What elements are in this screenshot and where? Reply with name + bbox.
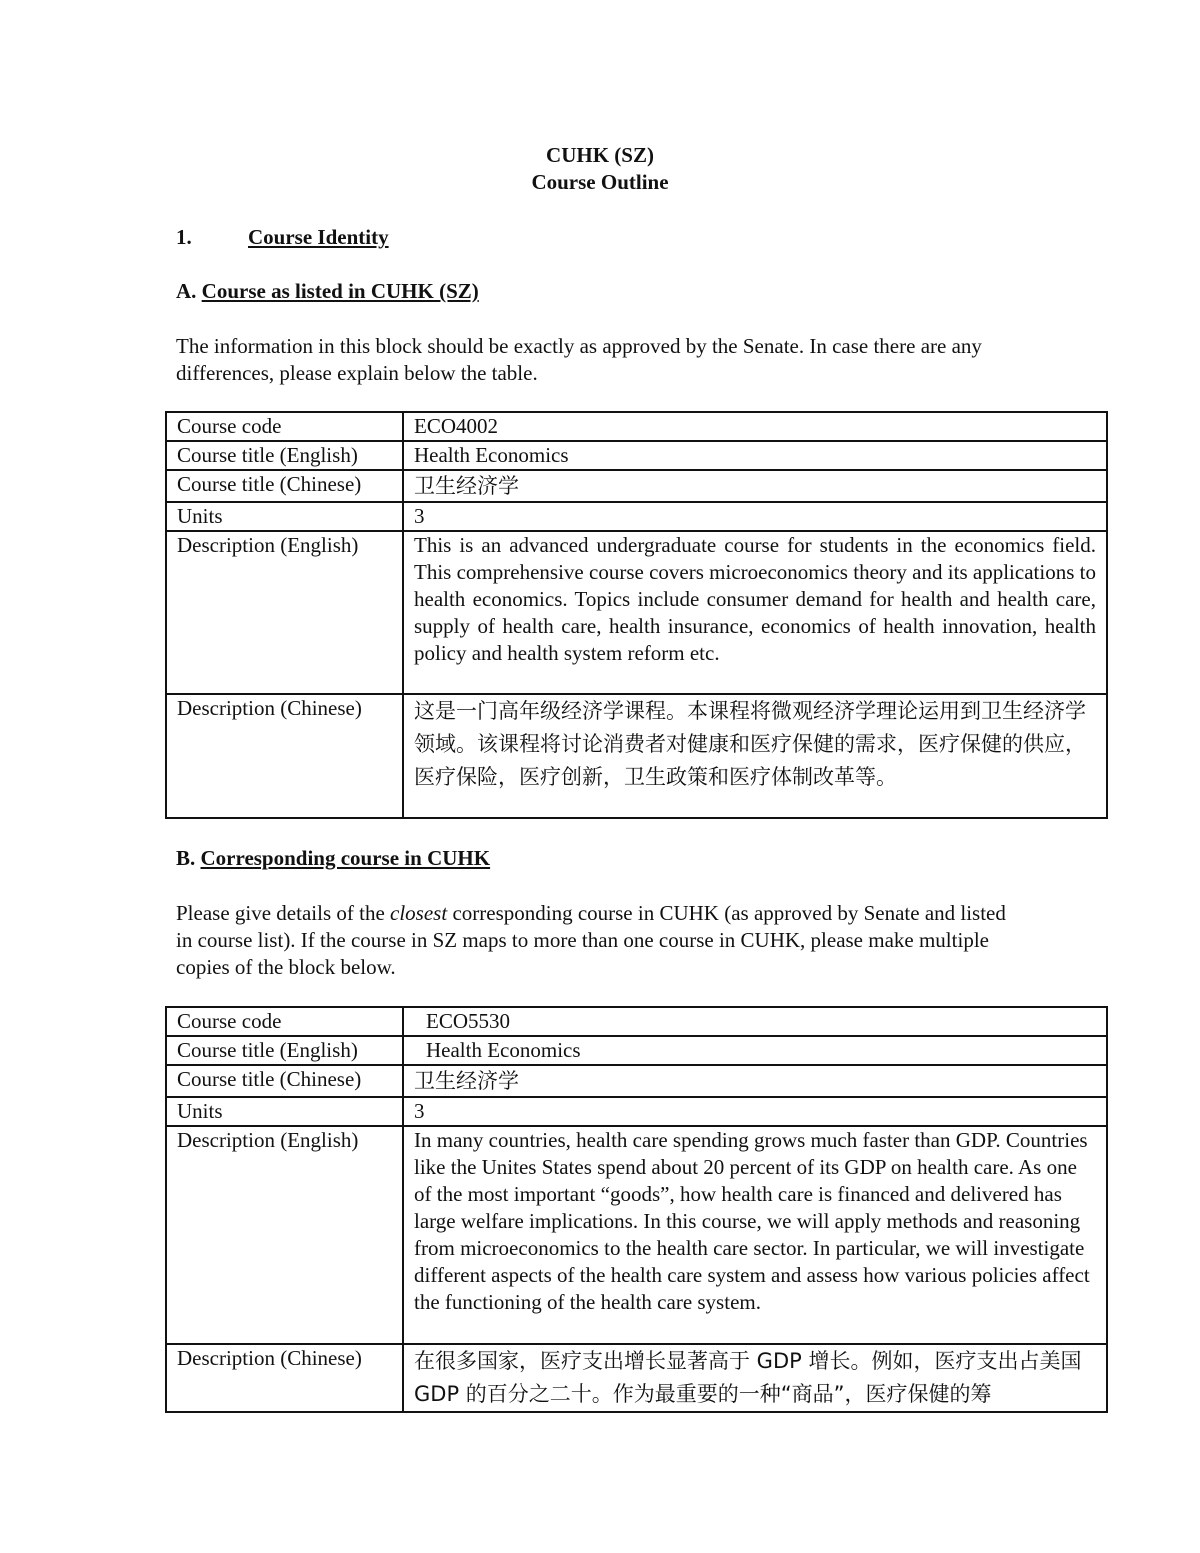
section-b-heading (176, 846, 490, 871)
field-value: Health Economics (403, 441, 1107, 470)
field-value: 这是一门高年级经济学课程。本课程将微观经济学理论运用到卫生经济学领域。该课程将讨论消费者对健康和医疗保健的需求，医疗保健的供应，医疗保险，医疗创新，卫生政策和医疗体制改革等。 (403, 694, 1107, 818)
intro-text: Please give details of the (176, 901, 391, 925)
doc-title-institution: CUHK (SZ) (546, 143, 654, 167)
field-label: Units (166, 1097, 403, 1126)
doc-title-outline: Course Outline (531, 170, 669, 194)
field-label: Course title (English) (166, 441, 403, 470)
field-label: Units (166, 502, 403, 531)
table-row (166, 694, 1107, 818)
table-row (166, 502, 1107, 531)
section-a-intro: The information in this block should be exactly as approved by the Senate. In case there are any differences, please explain below the table. (176, 334, 982, 385)
field-value: 卫生经济学 (403, 1065, 1107, 1097)
table-row (166, 1097, 1107, 1126)
table-row (166, 1126, 1107, 1344)
table-row (166, 412, 1107, 441)
section-a-letter: A. (176, 279, 197, 303)
field-value: 3 (403, 1097, 1107, 1126)
field-label: Course title (Chinese) (166, 1065, 403, 1097)
field-label: Course code (166, 412, 403, 441)
intro-emphasis: closest (390, 901, 448, 925)
field-value: 卫生经济学 (403, 470, 1107, 502)
field-label: Course title (Chinese) (166, 470, 403, 502)
field-label: Description (English) (166, 1126, 403, 1344)
field-value: This is an advanced undergraduate course for students in the economics field. This comprehensive course covers microeconomics theory and its applications to health economics. Topics include consumer demand for health and health care, supply of health care, health insurance, economics of health innovation, health policy and health system reform etc. (403, 531, 1107, 694)
section-a-title: Course as listed in CUHK (SZ) (201, 279, 479, 303)
section-1-heading (176, 225, 389, 250)
field-label: Description (English) (166, 531, 403, 694)
table-row (166, 470, 1107, 502)
section-a-heading (176, 279, 479, 304)
section-b-title: Corresponding course in CUHK (200, 846, 491, 870)
field-value: 在很多国家，医疗支出增长显著高于 GDP 增长。例如，医疗支出占美国 GDP 的百分之二十。作为最重要的一种“商品”，医疗保健的筹 (403, 1344, 1107, 1412)
section-b-letter: B. (176, 846, 196, 870)
field-value: ECO4002 (403, 412, 1107, 441)
field-value: In many countries, health care spending grows much faster than GDP. Countries like the Unites States spend about 20 percent of its GDP on health care. As one of the most important “goods”, how health care is financed and delivered has large welfare implications. In this course, we will apply methods and reasoning from microeconomics to the health care sector. In particular, we will investigate different aspects of the health care system and assess how various policies affect the functioning of the health care system. (403, 1126, 1107, 1344)
course-table-sz (165, 411, 1108, 819)
section-b-intro (176, 900, 1026, 981)
intro-text: corresponding course in CUHK (as approved by Senate and listed in course list). If the course in SZ maps to more than one course in CUHK, please make multiple copies of the block below. (176, 901, 1006, 979)
field-value: ECO5530 (403, 1007, 1107, 1036)
table-row (166, 441, 1107, 470)
field-label: Description (Chinese) (166, 1344, 403, 1412)
course-table-cuhk (165, 1006, 1108, 1413)
field-label: Course code (166, 1007, 403, 1036)
section-1-number: 1. (176, 225, 192, 249)
field-value: Health Economics (403, 1036, 1107, 1065)
table-row (166, 1065, 1107, 1097)
table-row (166, 1344, 1107, 1412)
table-row (166, 531, 1107, 694)
table-row (166, 1007, 1107, 1036)
field-label: Description (Chinese) (166, 694, 403, 818)
section-1-title: Course Identity (248, 225, 389, 249)
field-value: 3 (403, 502, 1107, 531)
table-row (166, 1036, 1107, 1065)
field-label: Course title (English) (166, 1036, 403, 1065)
